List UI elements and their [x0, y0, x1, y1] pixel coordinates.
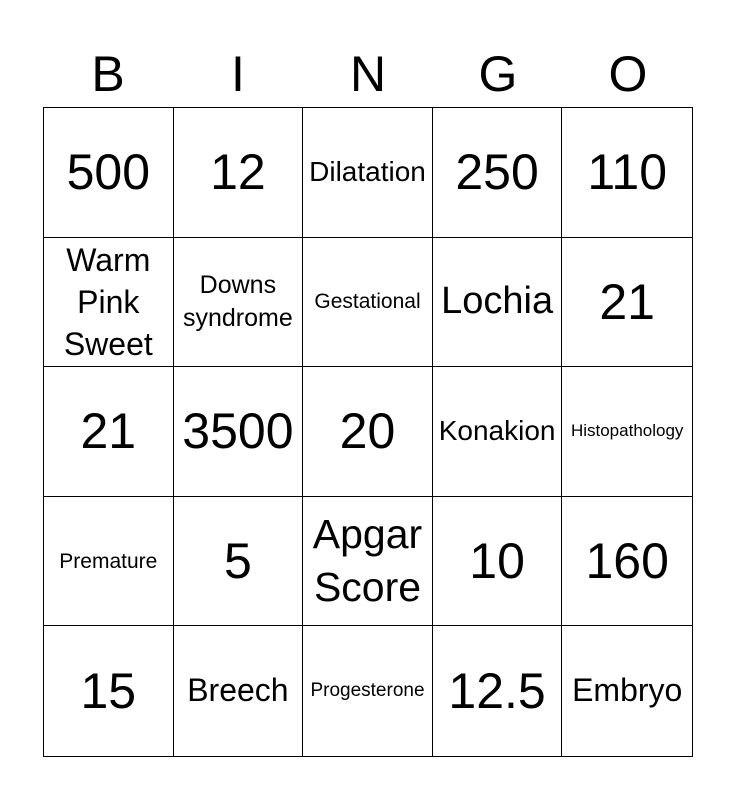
bingo-cell[interactable]: 110: [562, 108, 692, 238]
bingo-cell[interactable]: 12.5: [433, 626, 563, 756]
header-letter-g: G: [478, 46, 518, 102]
bingo-cell[interactable]: Apgar Score: [303, 497, 433, 627]
bingo-cell[interactable]: Warm Pink Sweet: [44, 238, 174, 368]
bingo-header: [43, 42, 693, 106]
bingo-cell[interactable]: 12: [174, 108, 304, 238]
bingo-cell[interactable]: Progesterone: [303, 626, 433, 756]
header-letter-i: I: [231, 46, 245, 102]
bingo-cell[interactable]: Dilatation: [303, 108, 433, 238]
bingo-cell[interactable]: Breech: [174, 626, 304, 756]
bingo-cell[interactable]: 3500: [174, 367, 304, 497]
bingo-cell[interactable]: 160: [562, 497, 692, 627]
bingo-board: [43, 107, 693, 757]
bingo-cell[interactable]: Konakion: [433, 367, 563, 497]
bingo-cell[interactable]: 21: [562, 238, 692, 368]
bingo-cell[interactable]: Embryo: [572, 672, 683, 709]
bingo-cell[interactable]: 250: [433, 108, 563, 238]
bingo-cell[interactable]: 15: [44, 626, 174, 756]
bingo-cell[interactable]: Premature: [44, 497, 174, 627]
header-letter-o: O: [608, 46, 648, 102]
header-letter-b: B: [91, 46, 125, 102]
bingo-cell[interactable]: 20: [303, 367, 433, 497]
bingo-cell[interactable]: Downs syndrome: [174, 238, 304, 368]
bingo-cell[interactable]: 10: [433, 497, 563, 627]
bingo-cell[interactable]: 500: [44, 108, 174, 238]
bingo-cell[interactable]: Histopathology: [562, 367, 692, 497]
bingo-cell[interactable]: 5: [174, 497, 304, 627]
bingo-cell[interactable]: Lochia: [433, 238, 563, 368]
bingo-cell[interactable]: Gestational: [303, 238, 433, 368]
bingo-cell[interactable]: 21: [44, 367, 174, 497]
header-letter-n: N: [349, 46, 387, 102]
